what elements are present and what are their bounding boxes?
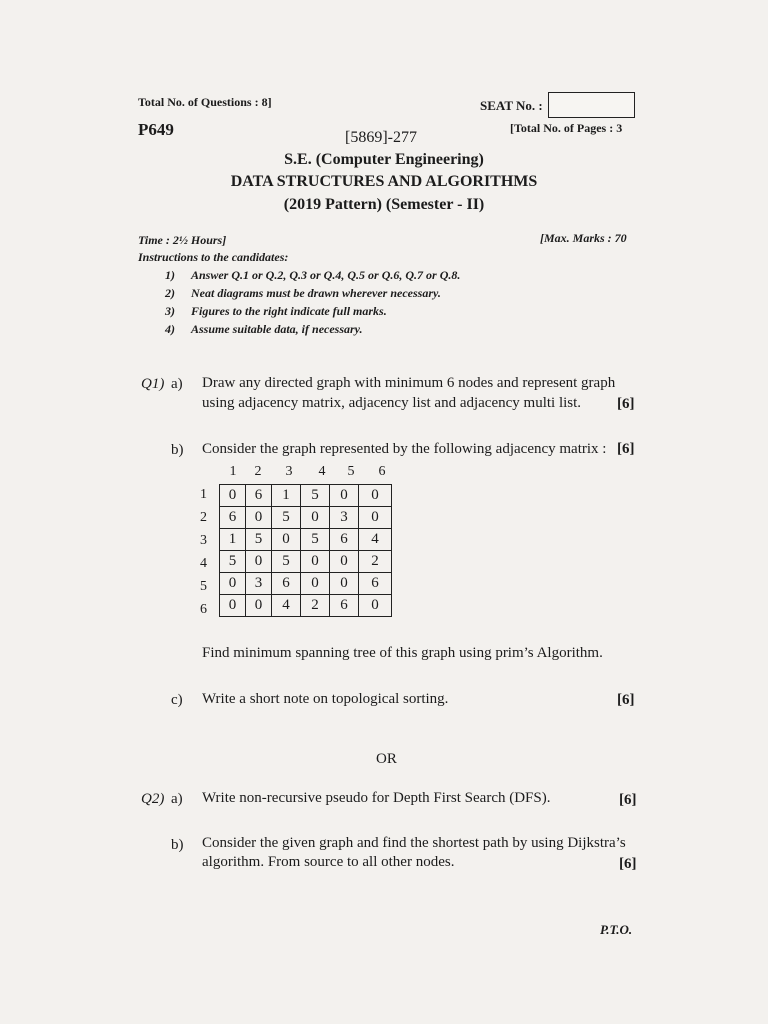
matrix-cell: 0 — [330, 485, 359, 507]
matrix-cell: 3 — [330, 507, 359, 529]
q2-b-label: b) — [171, 837, 184, 853]
adjacency-matrix — [219, 484, 392, 617]
matrix-cell: 0 — [301, 551, 330, 573]
matrix-cell: 0 — [220, 595, 246, 617]
q2-a-marks: [6] — [619, 792, 637, 808]
instruction-num: 1) — [165, 268, 175, 282]
matrix-cell: 0 — [272, 529, 301, 551]
matrix-cell: 0 — [246, 507, 272, 529]
matrix-cell: 0 — [246, 595, 272, 617]
q1-a-marks: [6] — [617, 396, 635, 412]
q1-b-followup: Find minimum spanning tree of this graph using prim’s Algorithm. — [202, 645, 603, 661]
subject-code: [5869]-277 — [345, 129, 417, 146]
q1-b-label: b) — [171, 442, 184, 458]
q2-b-line1: Consider the given graph and find the shortest path by using Dijkstra’s — [202, 835, 626, 851]
matrix-row — [220, 485, 392, 507]
matrix-cell: 0 — [330, 573, 359, 595]
max-marks: [Max. Marks : 70 — [540, 231, 627, 245]
q2-label: Q2) — [141, 791, 165, 807]
matrix-col-header: 6 — [378, 464, 386, 479]
matrix-cell: 5 — [220, 551, 246, 573]
matrix-col-header: 5 — [347, 464, 355, 479]
q1-a-label: a) — [171, 376, 183, 392]
matrix-col-header: 4 — [318, 464, 326, 479]
matrix-cell: 5 — [301, 485, 330, 507]
matrix-cell: 6 — [359, 573, 392, 595]
instructions-title: Instructions to the candidates: — [138, 250, 289, 264]
total-pages: [Total No. of Pages : 3 — [510, 121, 623, 135]
subject-title: DATA STRUCTURES AND ALGORITHMS — [230, 173, 538, 190]
seat-no-label: SEAT No. : — [480, 98, 543, 113]
matrix-row — [220, 551, 392, 573]
matrix-row-header: 6 — [200, 602, 207, 617]
matrix-cell: 0 — [359, 485, 392, 507]
time-label: Time : 2½ Hours] — [138, 233, 227, 247]
matrix-col-header: 2 — [254, 464, 262, 479]
q1-b-marks: [6] — [617, 441, 635, 457]
q1-label: Q1) — [141, 376, 165, 392]
course-title: S.E. (Computer Engineering) — [284, 151, 484, 168]
matrix-cell: 2 — [301, 595, 330, 617]
matrix-cell: 0 — [220, 573, 246, 595]
matrix-cell: 4 — [359, 529, 392, 551]
matrix-cell: 0 — [246, 551, 272, 573]
pattern-title: (2019 Pattern) (Semester - II) — [283, 196, 485, 213]
q1-c-text: Write a short note on topological sorting. — [202, 691, 449, 707]
matrix-row-header: 5 — [200, 579, 207, 594]
q2-b-line2: algorithm. From source to all other nodes. — [202, 854, 455, 870]
instruction-text: Answer Q.1 or Q.2, Q.3 or Q.4, Q.5 or Q.6, Q.7 or Q.8. — [191, 268, 461, 282]
matrix-cell: 5 — [301, 529, 330, 551]
q1-a-line2: using adjacency matrix, adjacency list and adjacency multi list. — [202, 395, 582, 411]
matrix-cell: 0 — [220, 485, 246, 507]
matrix-row-header: 2 — [200, 510, 207, 525]
matrix-cell: 6 — [330, 529, 359, 551]
matrix-row-header: 1 — [200, 487, 207, 502]
matrix-cell: 1 — [220, 529, 246, 551]
q2-a-text: Write non-recursive pseudo for Depth First Search (DFS). — [202, 790, 551, 806]
matrix-cell: 5 — [272, 507, 301, 529]
matrix-row — [220, 529, 392, 551]
pto-label: P.T.O. — [600, 922, 633, 937]
instruction-num: 4) — [165, 322, 175, 336]
matrix-row — [220, 507, 392, 529]
instruction-text: Figures to the right indicate full marks. — [191, 304, 387, 318]
matrix-cell: 5 — [272, 551, 301, 573]
or-separator: OR — [376, 751, 397, 767]
matrix-cell: 6 — [330, 595, 359, 617]
matrix-cell: 0 — [330, 551, 359, 573]
matrix-cell: 5 — [246, 529, 272, 551]
matrix-cell: 3 — [246, 573, 272, 595]
seat-no-box — [548, 92, 635, 118]
matrix-row — [220, 573, 392, 595]
matrix-row-header: 4 — [200, 556, 207, 571]
q1-c-label: c) — [171, 692, 183, 708]
paper-code: P649 — [138, 120, 174, 139]
total-questions: Total No. of Questions : 8] — [138, 95, 272, 109]
q2-a-label: a) — [171, 791, 183, 807]
matrix-cell: 6 — [220, 507, 246, 529]
matrix-cell: 0 — [359, 595, 392, 617]
q2-b-marks: [6] — [619, 856, 637, 872]
q1-a-line1: Draw any directed graph with minimum 6 nodes and represent graph — [202, 375, 616, 391]
q1-c-marks: [6] — [617, 692, 635, 708]
matrix-cell: 1 — [272, 485, 301, 507]
matrix-cell: 6 — [272, 573, 301, 595]
matrix-cell: 6 — [246, 485, 272, 507]
q1-b-text: Consider the graph represented by the following adjacency matrix : — [202, 441, 607, 457]
instruction-text: Neat diagrams must be drawn wherever necessary. — [191, 286, 441, 300]
matrix-cell: 0 — [359, 507, 392, 529]
instruction-num: 2) — [165, 286, 175, 300]
matrix-col-header: 3 — [285, 464, 293, 479]
matrix-row-header: 3 — [200, 533, 207, 548]
matrix-cell: 0 — [301, 507, 330, 529]
matrix-cell: 2 — [359, 551, 392, 573]
matrix-cell: 0 — [301, 573, 330, 595]
matrix-col-header: 1 — [229, 464, 237, 479]
matrix-row — [220, 595, 392, 617]
instruction-num: 3) — [165, 304, 175, 318]
instruction-text: Assume suitable data, if necessary. — [191, 322, 363, 336]
matrix-cell: 4 — [272, 595, 301, 617]
